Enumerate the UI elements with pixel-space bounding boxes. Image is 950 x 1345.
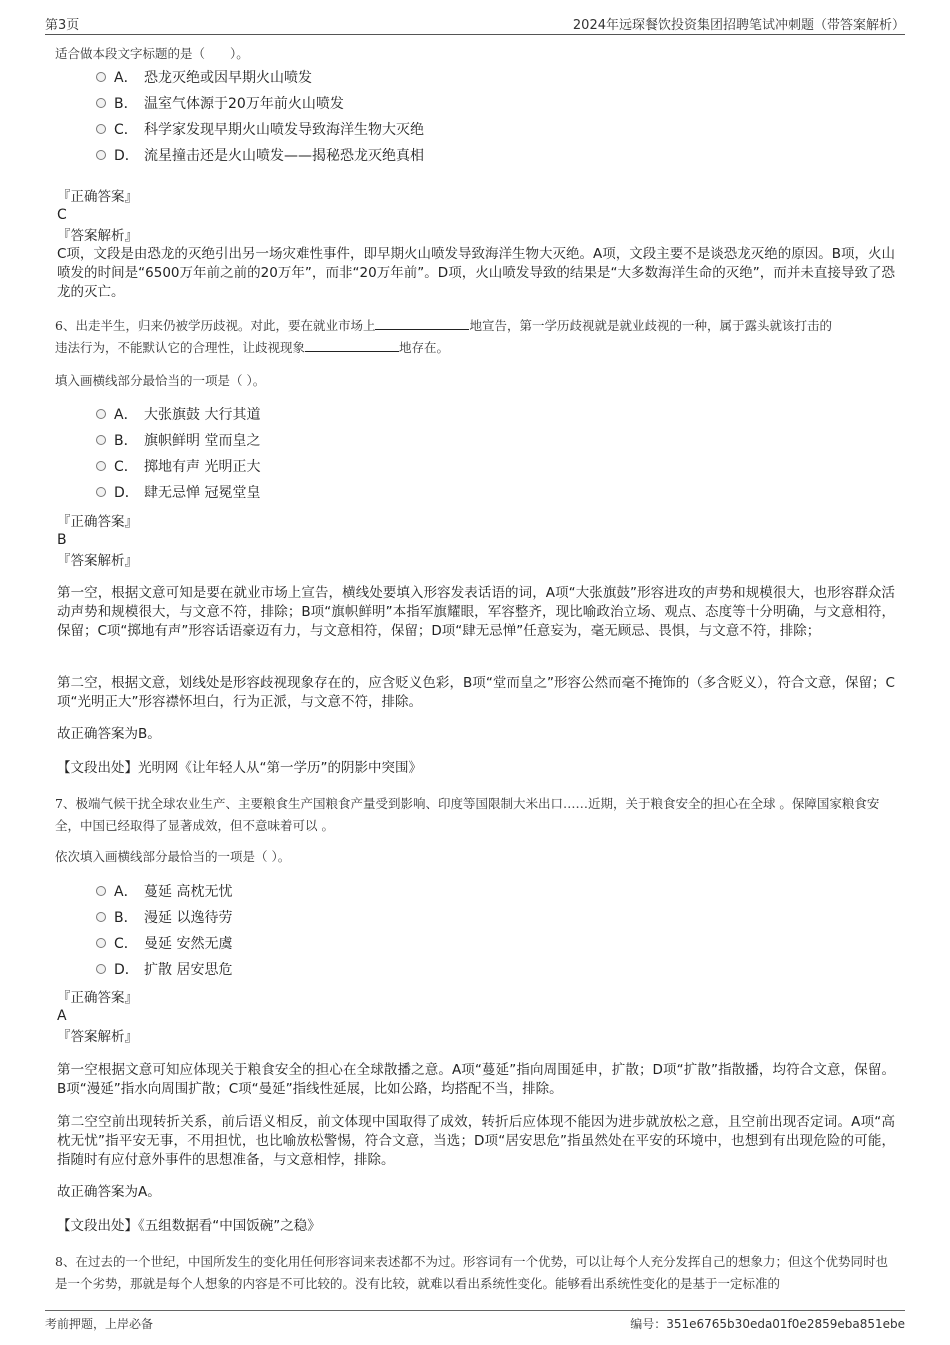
page-number: 第3页	[45, 18, 80, 33]
q5-analysis-label: 『答案解析』	[57, 228, 138, 244]
q5-answer: C	[57, 207, 67, 223]
radio-icon[interactable]	[96, 964, 106, 974]
radio-icon[interactable]	[96, 409, 106, 419]
q7-prompt: 依次填入画横线部分最恰当的一项是（ ）。	[55, 849, 291, 864]
q7-option-b[interactable]	[96, 908, 232, 928]
q6-analysis-para3: 故正确答案为B。	[57, 726, 161, 742]
option-letter: B．	[114, 433, 138, 449]
q6-analysis-para1: 第一空，根据文意可知是要在就业市场上宣告，横线处要填入形容发表话语的词，A项“大张旗鼓”形容进攻的声势和规模很大，也形容群众活动声势和规模很大，与文意不符，排除；B项“旗帜鲜明”本指军旗耀眼，军容整齐，现比喻政治立场、观点、态度等十分明确，与文意相符，保留；C项“掷地有声”形容话语豪迈有力，与文意相符，保留；D项“肆无忌惮”任意妄为，毫无顾忌、畏惧，与文意不符，排除；	[57, 585, 895, 639]
option-letter: A．	[114, 407, 138, 423]
option-text: 大张旗鼓 大行其道	[144, 407, 261, 423]
q5-option-d[interactable]	[96, 146, 424, 166]
q7-analysis-label: 『答案解析』	[57, 1029, 138, 1045]
q7-analysis-para2: 第二空空前出现转折关系，前后语义相反，前文体现中国取得了成效，转折后应体现不能因为进步就放松之意，且空前出现否定词。A项“高枕无忧”指平安无事，不用担忧，也比喻放松警惕，符合文意，当选；D项“居安思危”指虽然处在平安的环境中，也想到有出现危险的可能，指随时有应付意外事件的思想准备，与文意相悖，排除。	[57, 1114, 895, 1168]
option-text: 蔓延 高枕无忧	[144, 884, 233, 900]
radio-icon[interactable]	[96, 72, 106, 82]
page-header	[45, 14, 905, 35]
option-text: 旗帜鲜明 堂而皇之	[144, 433, 261, 449]
q7-text: 7、极端气候干扰全球农业生产、主要粮食生产国粮食产量受到影响、印度等国限制大米出口……近期，关于粮食安全的担心在全球 。保障国家粮食安全，中国已经取得了显著成效，但不意味着可以 。	[55, 796, 880, 833]
option-text: 掷地有声 光明正大	[144, 459, 261, 475]
option-text: 扩散 居安思危	[144, 962, 233, 978]
option-letter: D．	[114, 148, 139, 164]
radio-icon[interactable]	[96, 487, 106, 497]
option-text: 肆无忌惮 冠冕堂皇	[144, 485, 261, 501]
q6-option-b[interactable]	[96, 431, 260, 451]
option-letter: D．	[114, 485, 139, 501]
q6-answer-label: 『正确答案』	[57, 514, 138, 530]
blank-line	[375, 317, 469, 330]
q6-text	[55, 315, 895, 359]
q6-source: 【文段出处】光明网《让年轻人从“第一学历”的阴影中突围》	[57, 760, 422, 776]
option-text: 温室气体源于20万年前火山喷发	[144, 96, 344, 112]
radio-icon[interactable]	[96, 435, 106, 445]
q7-option-c[interactable]	[96, 934, 232, 954]
q6-option-a[interactable]	[96, 405, 260, 425]
option-letter: B．	[114, 910, 138, 926]
q6-prompt: 填入画横线部分最恰当的一项是（ ）。	[55, 373, 266, 388]
q7-analysis-para3: 故正确答案为A。	[57, 1184, 161, 1200]
option-letter: A．	[114, 70, 138, 86]
radio-icon[interactable]	[96, 98, 106, 108]
q5-answer-label: 『正确答案』	[57, 189, 138, 205]
option-text: 漫延 以逸待劳	[144, 910, 233, 926]
q8-text: 8、在过去的一个世纪，中国所发生的变化用任何形容词来表述都不为过。形容词有一个优势，可以让每个人充分发挥自己的想象力；但这个优势同时也是一个劣势，那就是每个人想象的内容是不可比较的。没有比较，就难以看出系统性变化。能够看出系统性变化的是基于一定标准的	[55, 1254, 888, 1291]
q6-text-b: 地宣告，第一学历歧视就是就业歧视的一种，属于露头就该打击的	[469, 318, 832, 333]
radio-icon[interactable]	[96, 886, 106, 896]
q5-option-b[interactable]	[96, 94, 344, 114]
page-footer	[45, 1310, 905, 1335]
q5-prompt: 适合做本段文字标题的是（ ）。	[55, 46, 249, 61]
radio-icon[interactable]	[96, 124, 106, 134]
option-text: 曼延 安然无虞	[144, 936, 233, 952]
radio-icon[interactable]	[96, 912, 106, 922]
radio-icon[interactable]	[96, 150, 106, 160]
q7-answer: A	[57, 1008, 67, 1024]
radio-icon[interactable]	[96, 938, 106, 948]
q6-answer: B	[57, 532, 67, 548]
option-letter: A．	[114, 884, 138, 900]
q7-answer-label: 『正确答案』	[57, 990, 138, 1006]
q6-text-d: 地存在。	[399, 340, 450, 355]
option-text: 流星撞击还是火山喷发——揭秘恐龙灭绝真相	[144, 148, 424, 164]
document-title: 2024年远琛餐饮投资集团招聘笔试冲刺题（带答案解析）	[572, 18, 905, 33]
q6-option-c[interactable]	[96, 457, 260, 477]
q7-option-a[interactable]	[96, 882, 232, 902]
q5-analysis: C项，文段是由恐龙的灭绝引出另一场灾难性事件，即早期火山喷发导致海洋生物大灭绝。A项，文段主要不是谈恐龙灭绝的原因。B项，火山喷发的时间是“6500万年前之前的20万年”，而非“20万年前”。D项，火山喷发导致的结果是“大多数海洋生命的灭绝”，而并未直接导致了恐龙的灭亡。	[57, 246, 895, 300]
option-letter: C．	[114, 122, 138, 138]
q6-analysis-para2: 第二空，根据文意，划线处是形容歧视现象存在的，应含贬义色彩，B项“堂而皇之”形容公然而毫不掩饰的（多含贬义），符合文意，保留；C项“光明正大”形容襟怀坦白，行为正派，与文意不符，排除。	[57, 675, 895, 710]
blank-line	[305, 339, 399, 352]
q7-option-d[interactable]	[96, 960, 232, 980]
option-letter: D．	[114, 962, 139, 978]
footer-slogan: 考前押题，上岸必备	[45, 1317, 154, 1331]
radio-icon[interactable]	[96, 461, 106, 471]
option-letter: C．	[114, 936, 138, 952]
q7-source: 【文段出处】《五组数据看“中国饭碗”之稳》	[57, 1218, 321, 1234]
option-text: 科学家发现早期火山喷发导致海洋生物大灭绝	[144, 122, 424, 138]
option-letter: B．	[114, 96, 138, 112]
q6-text-a: 6、出走半生，归来仍被学历歧视。对此，要在就业市场上	[55, 318, 376, 333]
option-letter: C．	[114, 459, 138, 475]
q6-option-d[interactable]	[96, 483, 260, 503]
q5-option-c[interactable]	[96, 120, 424, 140]
document-id: 编号：351e6765b30eda01f0e2859eba851ebe	[630, 1317, 905, 1331]
option-text: 恐龙灭绝或因早期火山喷发	[144, 70, 312, 86]
q6-analysis-label: 『答案解析』	[57, 553, 138, 569]
q5-option-a[interactable]	[96, 68, 312, 88]
q6-text-c: 违法行为，不能默认它的合理性，让歧视现象	[55, 340, 306, 355]
q7-analysis-para1: 第一空根据文意可知应体现关于粮食安全的担心在全球散播之意。A项“蔓延”指向周围延申，扩散；D项“扩散”指散播，均符合文意，保留。B项“漫延”指水向周围扩散；C项“曼延”指线性延展，比如公路，均搭配不当，排除。	[57, 1062, 895, 1097]
